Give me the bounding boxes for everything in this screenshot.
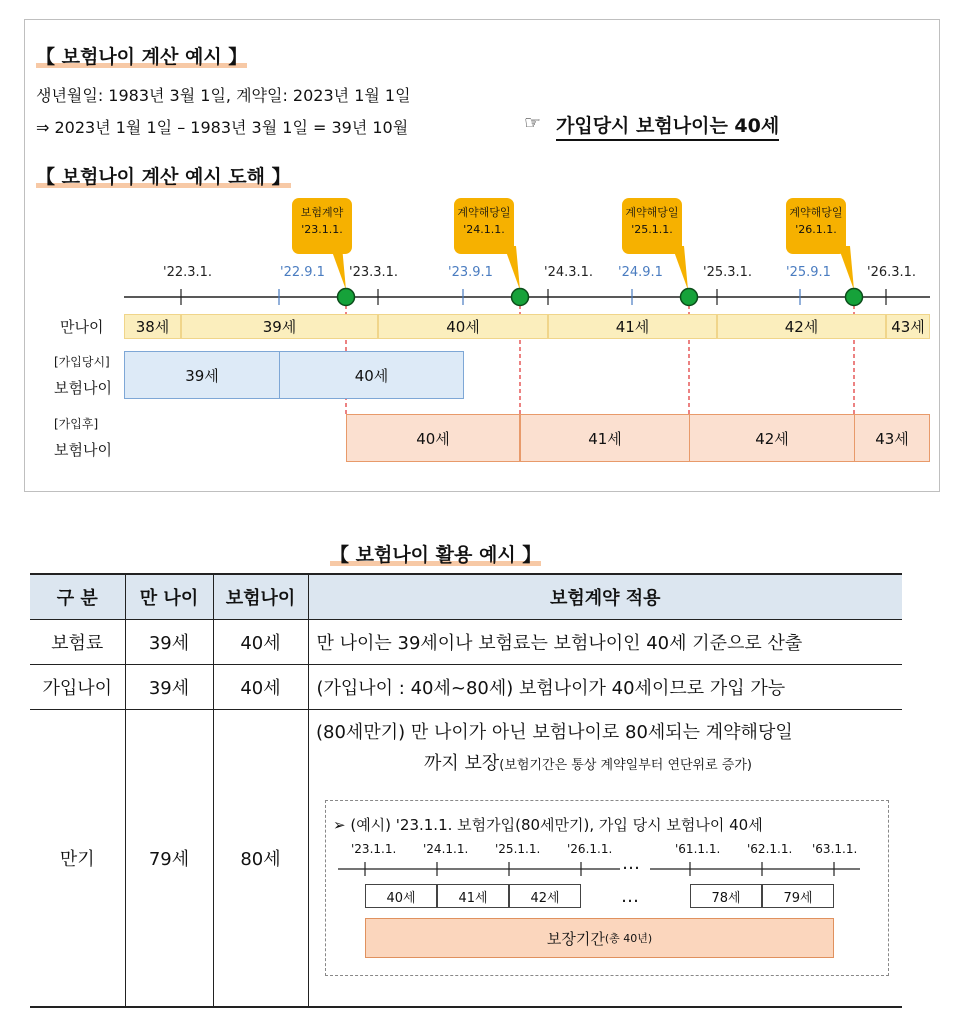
after-join-label-top: [가입후]: [54, 417, 99, 431]
callout-contract: 보험계약 '23.1.1.: [292, 198, 352, 254]
join-time-segment: 40세: [279, 351, 464, 399]
inner-example-title: ➢ (예시) '23.1.1. 보험가입(80세만기), 가입 당시 보험나이 40세: [333, 816, 763, 834]
calculation-line: ⇒ 2023년 1월 1일 – 1983년 3월 1일 = 39년 10월: [36, 118, 409, 137]
row-desc: 만 나이는 39세이나 보험료는 보험나이인 40세 기준으로 산출: [308, 620, 902, 665]
man-age-segment: 42세: [717, 314, 886, 339]
inner-date: '26.1.1.: [567, 842, 613, 856]
join-time-segment: 39세: [124, 351, 280, 399]
tick-label: '25.9.1: [786, 265, 831, 280]
man-age-segment: 40세: [378, 314, 548, 339]
inner-age-box: 40세: [365, 884, 437, 908]
row-ins-age: 40세: [213, 620, 308, 665]
after-join-segment: 42세: [689, 414, 855, 462]
man-age-segment: 39세: [181, 314, 378, 339]
after-join-segment: 41세: [520, 414, 690, 462]
after-join-label-bottom: 보험나이: [54, 441, 112, 459]
birth-contract-line: 생년월일: 1983년 3월 1일, 계약일: 2023년 1월 1일: [36, 86, 411, 105]
header-man-age: 만 나이: [125, 574, 213, 620]
after-join-segment: 40세: [346, 414, 520, 462]
diagram-title: 【 보험나이 계산 예시 도해 】: [36, 166, 291, 188]
example-title: 【 보험나이 계산 예시 】: [36, 46, 248, 68]
header-ins-age: 보험나이: [213, 574, 308, 620]
row-desc: (가입나이 : 40세~80세) 보험나이가 40세이므로 가입 가능: [308, 665, 902, 710]
inner-age-box: 79세: [762, 884, 834, 908]
usage-title: 【 보험나이 활용 예시 】: [330, 544, 542, 566]
row-label: 만기: [30, 710, 125, 1008]
man-age-label: 만나이: [60, 318, 104, 336]
inner-age-box: 41세: [437, 884, 509, 908]
inner-date: '61.1.1.: [675, 842, 721, 856]
join-time-label-bottom: 보험나이: [54, 379, 112, 397]
tick-label: '26.3.1.: [867, 265, 917, 280]
inner-date: '24.1.1.: [423, 842, 469, 856]
tick-label: '23.9.1: [448, 265, 493, 280]
man-age-segment: 41세: [548, 314, 717, 339]
row-label: 가입나이: [30, 665, 125, 710]
inner-date: '25.1.1.: [495, 842, 541, 856]
coverage-period-bar: 보장기간 (총 40년): [365, 918, 834, 958]
callout-anniversary-25: 계약해당일 '25.1.1.: [622, 198, 682, 254]
row-man-age: 39세: [125, 665, 213, 710]
row-man-age: 39세: [125, 620, 213, 665]
inner-date: '23.1.1.: [351, 842, 397, 856]
after-join-segment: 43세: [854, 414, 930, 462]
maturity-desc-line2: 까지 보장(보험기간은 통상 계약일부터 연단위로 증가): [424, 753, 752, 774]
maturity-desc-line1: (80세만기) 만 나이가 아닌 보험나이로 80세되는 계약해당일: [316, 722, 793, 743]
row-man-age: 79세: [125, 710, 213, 1008]
man-age-segment: 38세: [124, 314, 181, 339]
inner-age-box: 42세: [509, 884, 581, 908]
inner-age-box: 78세: [690, 884, 762, 908]
tick-label: '25.3.1.: [703, 265, 753, 280]
row-label: 보험료: [30, 620, 125, 665]
tick-label: '22.9.1: [280, 265, 325, 280]
row-ins-age: 80세: [213, 710, 308, 1008]
man-age-segment: 43세: [886, 314, 930, 339]
row-ins-age: 40세: [213, 665, 308, 710]
join-time-label-top: [가입당시]: [54, 355, 110, 369]
inner-date: '62.1.1.: [747, 842, 793, 856]
tick-label: '24.3.1.: [544, 265, 594, 280]
header-category: 구 분: [30, 574, 125, 620]
header-application: 보험계약 적용: [308, 574, 902, 620]
callout-anniversary-24: 계약해당일 '24.1.1.: [454, 198, 514, 254]
ellipsis: …: [622, 853, 640, 874]
ellipsis: …: [621, 886, 639, 907]
pointing-hand-icon: ☞: [524, 112, 542, 134]
inner-date: '63.1.1.: [812, 842, 858, 856]
tick-label: '22.3.1.: [163, 265, 213, 280]
callout-anniversary-26: 계약해당일 '26.1.1.: [786, 198, 846, 254]
tick-label: '23.3.1.: [349, 265, 399, 280]
tick-label: '24.9.1: [618, 265, 663, 280]
result-text: 가입당시 보험나이는 40세: [556, 111, 779, 141]
